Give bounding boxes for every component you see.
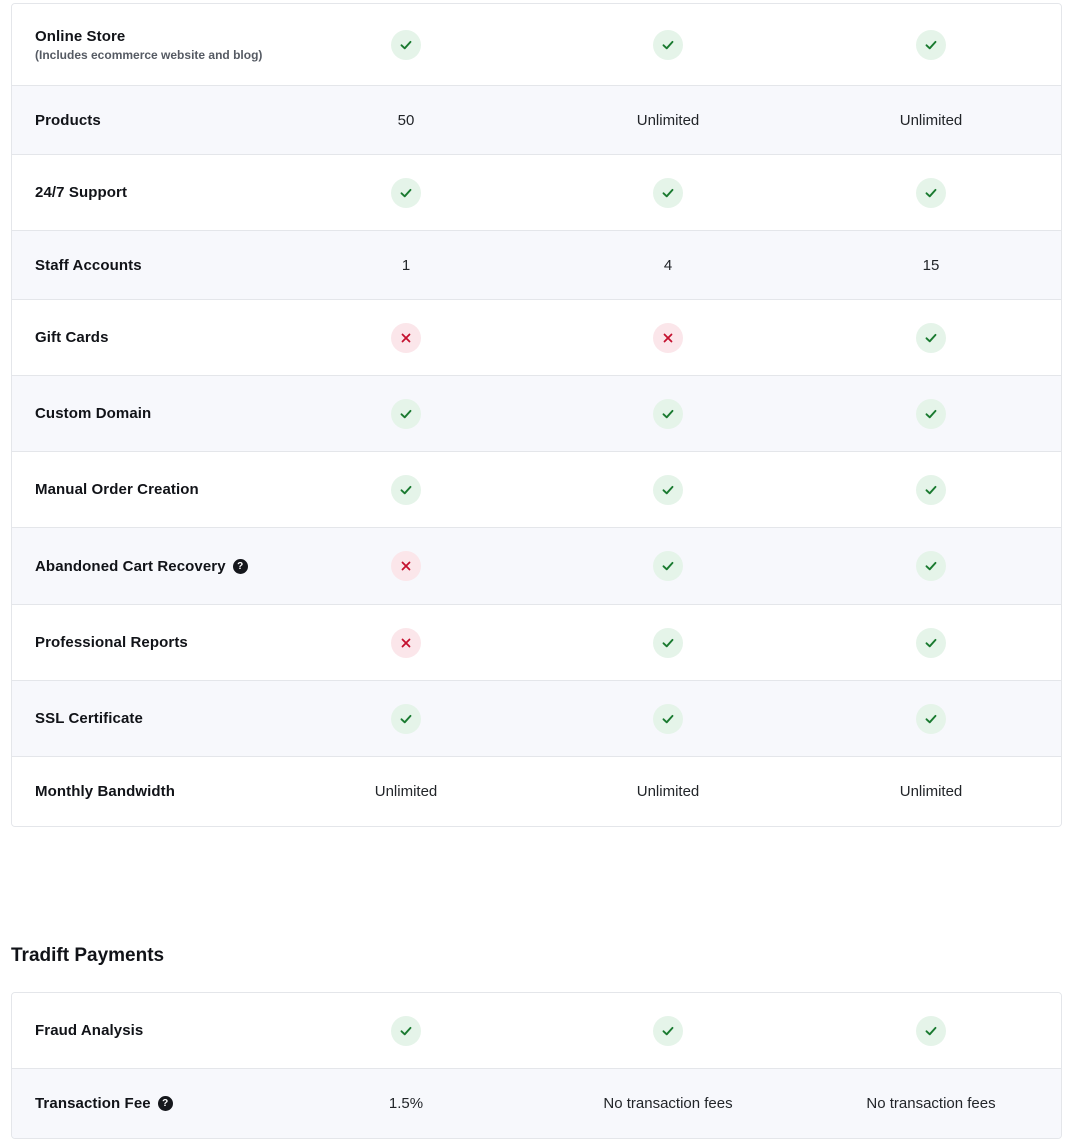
feature-row-monthly-bandwidth (12, 757, 1061, 826)
check-icon (391, 178, 421, 208)
cross-icon (391, 323, 421, 353)
check-icon (916, 704, 946, 734)
feature-name-cell (35, 155, 127, 230)
plan-2-value-cell (548, 300, 788, 375)
feature-label: Abandoned Cart Recovery (35, 557, 226, 575)
check-icon (916, 1016, 946, 1046)
plan-2-value-cell (548, 4, 788, 85)
feature-label-line (35, 257, 142, 274)
feature-label: Staff Accounts (35, 256, 142, 274)
check-icon (653, 178, 683, 208)
plan-1-value-cell (286, 300, 526, 375)
feature-name-cell (35, 231, 142, 299)
feature-label: Gift Cards (35, 329, 109, 346)
plan-3-value-cell (811, 231, 1051, 299)
check-icon (653, 30, 683, 60)
feature-name-cell (35, 376, 151, 451)
plan-3-value-cell (811, 681, 1051, 756)
feature-name-cell (35, 757, 175, 826)
section-title-tradift-payments: Tradift Payments (11, 945, 165, 966)
feature-label-line (35, 481, 199, 498)
check-icon (916, 475, 946, 505)
check-icon (653, 399, 683, 429)
plan-1-value-cell (286, 1069, 526, 1138)
feature-name-cell (35, 86, 101, 154)
feature-label-line (35, 329, 109, 346)
feature-row-transaction-fee (12, 1069, 1061, 1138)
plan-2-value-cell (548, 155, 788, 230)
help-icon[interactable]: ? (158, 1096, 173, 1111)
check-icon (391, 475, 421, 505)
plan-2-value-cell (548, 231, 788, 299)
feature-row-online-store (12, 4, 1061, 86)
feature-label: Fraud Analysis (35, 1022, 144, 1039)
feature-label: Custom Domain (35, 405, 152, 422)
plan-value-text: No transaction fees (603, 1095, 733, 1112)
plan-3-value-cell (811, 155, 1051, 230)
feature-label-line (35, 1022, 143, 1039)
feature-row-staff-accounts (12, 231, 1061, 300)
plan-value-text: 50 (397, 111, 415, 129)
check-icon (916, 551, 946, 581)
feature-row-fraud-analysis (12, 993, 1061, 1069)
plan-value-text: Unlimited (374, 783, 438, 800)
feature-label: Online Store (35, 27, 126, 45)
feature-label: 24/7 Support (35, 184, 128, 201)
plan-3-value-cell (811, 528, 1051, 604)
feature-row-custom-domain (12, 376, 1061, 452)
check-icon (391, 30, 421, 60)
plan-2-value-cell (548, 993, 788, 1068)
plan-2-value-cell (548, 86, 788, 154)
plan-value-text: Unlimited (636, 783, 700, 800)
plan-value-text: No transaction fees (866, 1095, 996, 1112)
plan-1-value-cell (286, 231, 526, 299)
check-icon (653, 551, 683, 581)
check-icon (653, 628, 683, 658)
plan-3-value-cell (811, 376, 1051, 451)
plan-2-value-cell (548, 376, 788, 451)
check-icon (391, 704, 421, 734)
plan-3-value-cell (811, 86, 1051, 154)
feature-label-line (35, 112, 101, 129)
plan-2-value-cell (548, 681, 788, 756)
plan-value-text: Unlimited (899, 783, 963, 800)
feature-row-24-7-support (12, 155, 1061, 231)
feature-label: Products (35, 111, 101, 129)
plan-1-value-cell (286, 155, 526, 230)
plan-1-value-cell (286, 757, 526, 826)
payments-features-table (11, 992, 1062, 1139)
plan-value-text: 1 (401, 256, 411, 274)
plan-1-value-cell (286, 4, 526, 85)
feature-name-cell (35, 4, 262, 85)
feature-row-gift-cards (12, 300, 1061, 376)
feature-label-line (35, 558, 248, 575)
check-icon (391, 399, 421, 429)
plan-value-text: Unlimited (899, 111, 963, 129)
feature-label-line (35, 634, 188, 651)
check-icon (391, 1016, 421, 1046)
feature-name-cell (35, 452, 199, 527)
plan-1-value-cell (286, 681, 526, 756)
feature-label: Monthly Bandwidth (35, 783, 176, 800)
feature-name-cell (35, 300, 109, 375)
plan-2-value-cell (548, 757, 788, 826)
plan-3-value-cell (811, 993, 1051, 1068)
feature-name-cell (35, 1069, 173, 1138)
feature-label: Professional Reports (35, 634, 188, 651)
feature-name-cell (35, 605, 188, 680)
feature-name-cell (35, 681, 143, 756)
plan-value-text: Unlimited (636, 111, 700, 129)
plan-value-text: 15 (922, 256, 940, 274)
plan-3-value-cell (811, 757, 1051, 826)
plan-2-value-cell (548, 452, 788, 527)
plan-3-value-cell (811, 1069, 1051, 1138)
feature-label-line (35, 405, 151, 422)
plan-2-value-cell (548, 528, 788, 604)
feature-label: Manual Order Creation (35, 481, 199, 498)
plan-1-value-cell (286, 452, 526, 527)
cross-icon (653, 323, 683, 353)
check-icon (916, 178, 946, 208)
check-icon (653, 1016, 683, 1046)
cross-icon (391, 628, 421, 658)
feature-label-line (35, 783, 175, 800)
feature-row-manual-order-creation (12, 452, 1061, 528)
feature-sublabel: (Includes ecommerce website and blog) (35, 47, 263, 62)
plan-1-value-cell (286, 605, 526, 680)
feature-label-line (35, 184, 127, 201)
plan-2-value-cell (548, 605, 788, 680)
check-icon (653, 475, 683, 505)
feature-name-cell (35, 993, 143, 1068)
feature-label-line (35, 1095, 173, 1112)
plan-3-value-cell (811, 4, 1051, 85)
feature-label: Transaction Fee (35, 1095, 151, 1112)
check-icon (916, 399, 946, 429)
feature-label: SSL Certificate (35, 710, 143, 727)
plan-3-value-cell (811, 452, 1051, 527)
help-icon[interactable]: ? (233, 559, 248, 574)
feature-row-ssl-certificate (12, 681, 1061, 757)
plan-1-value-cell (286, 993, 526, 1068)
plan-value-text: 4 (663, 256, 673, 274)
cross-icon (391, 551, 421, 581)
feature-row-abandoned-cart-recovery (12, 528, 1061, 605)
feature-label-line (35, 28, 262, 45)
plan-1-value-cell (286, 528, 526, 604)
check-icon (916, 30, 946, 60)
plan-2-value-cell (548, 1069, 788, 1138)
plan-value-text: 1.5% (388, 1095, 424, 1112)
feature-row-products (12, 86, 1061, 155)
plan-1-value-cell (286, 376, 526, 451)
plan-3-value-cell (811, 300, 1051, 375)
check-icon (916, 323, 946, 353)
plan-features-table (11, 3, 1062, 827)
feature-name-cell (35, 528, 248, 604)
feature-label-line (35, 710, 143, 727)
check-icon (916, 628, 946, 658)
plan-3-value-cell (811, 605, 1051, 680)
plan-1-value-cell (286, 86, 526, 154)
feature-row-professional-reports (12, 605, 1061, 681)
check-icon (653, 704, 683, 734)
